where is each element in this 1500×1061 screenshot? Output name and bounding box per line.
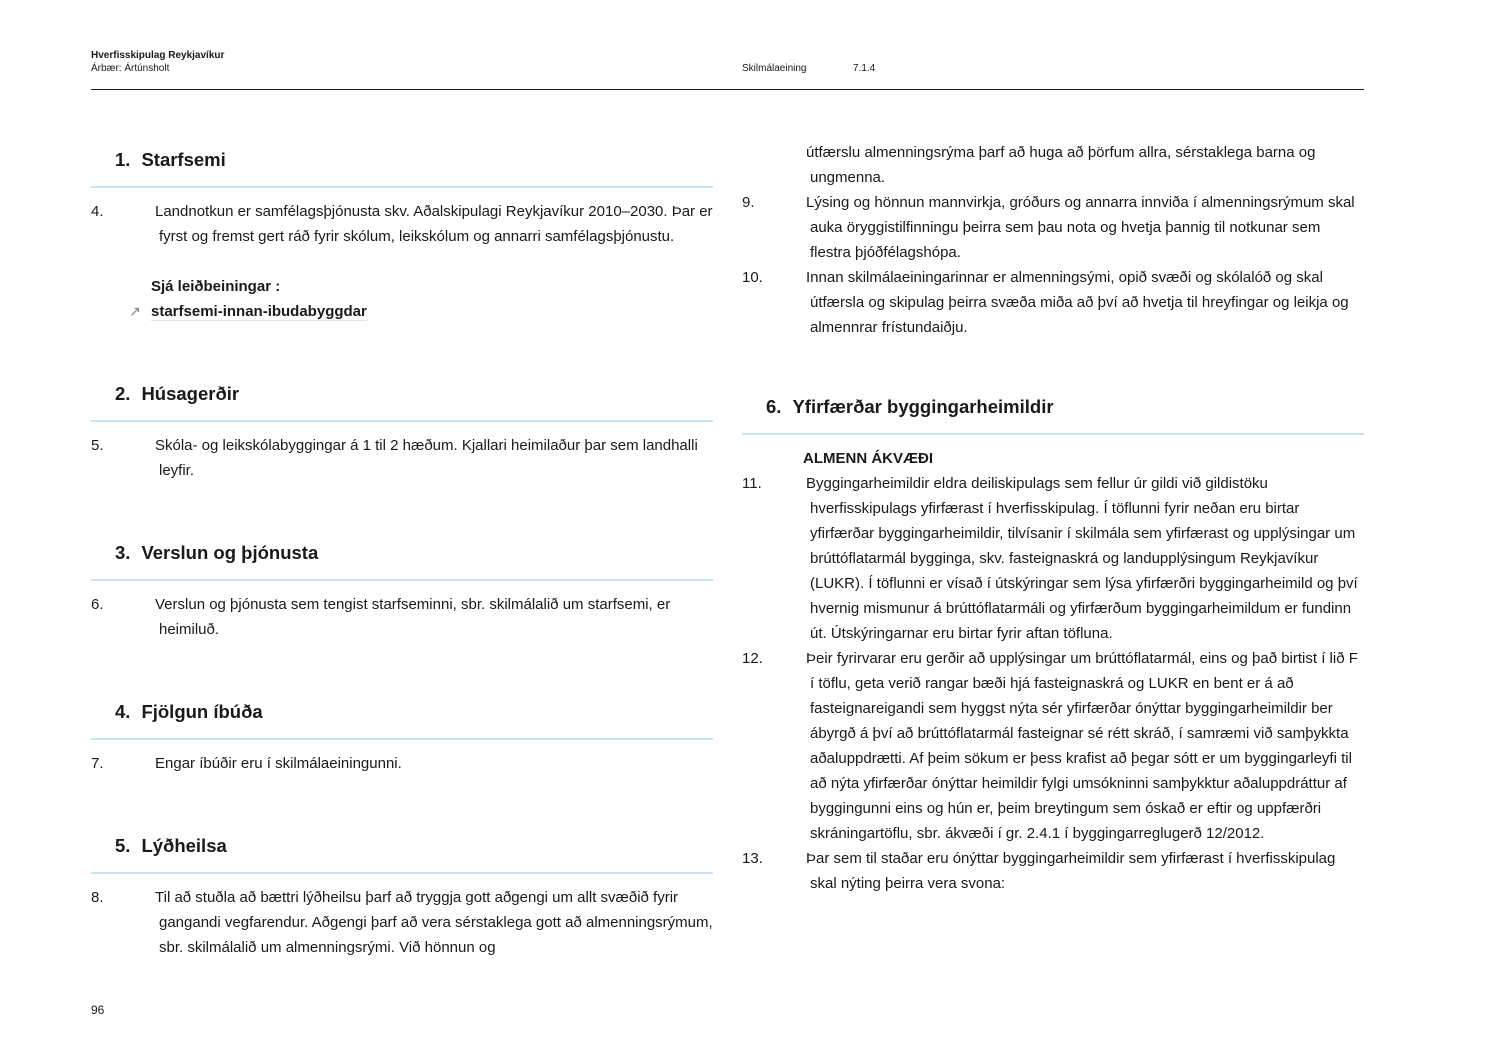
right-column — [742, 140, 1364, 946]
item-text: Verslun og þjónusta sem tengist starfseminni, sbr. skilmálalið um starfsemi, er heimiluð. — [155, 596, 671, 638]
list-item — [91, 751, 713, 776]
list-item — [91, 592, 713, 642]
section-divider — [91, 186, 713, 188]
item-text: Landnotkun er samfélagsþjónusta skv. Aðalskipulagi Reykjavíkur 2010–2030. Þar er fyrst og fremst gert ráð fyrir skólum, leikskólum og annarri samfélagsþjónustu. — [155, 203, 713, 245]
item-text: útfærslu almenningsrýma þarf að huga að þörfum allra, sérstaklega barna og ungmenna. — [806, 144, 1316, 186]
section-divider — [91, 420, 713, 422]
section-number: 7.1.4 — [853, 63, 876, 74]
item-number: 5. — [91, 437, 104, 454]
section-husagerdir — [91, 374, 713, 483]
section-heading-title: Verslun og þjónusta — [141, 542, 319, 563]
item-number: 11. — [742, 475, 762, 492]
item-number: 10. — [742, 269, 763, 286]
section-heading-number: 4. — [115, 701, 131, 722]
section-divider — [91, 872, 713, 874]
item-text: Þar sem til staðar eru ónýttar byggingarheimildir sem yfirfærast í hverfisskipulag skal nýting þeirra vera svona: — [806, 850, 1336, 892]
list-item — [742, 846, 1364, 896]
item-text: Skóla- og leikskólabyggingar á 1 til 2 hæðum. Kjallari heimilaður þar sem landhalli leyfir. — [155, 437, 698, 479]
section-divider — [91, 738, 713, 740]
item-text: Byggingarheimildir eldra deiliskipulags sem fellur úr gildi við gildistöku hverfisskipulags yfirfærast í hverfisskipulag. Í töflunni fyrir neðan eru birtar yfirfærðar byggingarheimildir, tilvísanir í skilmála sem yfirfærast og upplýsingar um brúttóflatarmál bygginga, skv. fasteignaskrá og landupplýsingum Reykjavíkur (LUKR). Í töflunni er vísað í útskýringar sem lýsa yfirfærðri byggingarheimild og því hvernig mismunur á brúttóflatarmáli og yfirfærðum byggingarheimildum er fundinn út. Útskýringarnar eru birtar fyrir aftan töfluna. — [806, 475, 1358, 642]
section-heading-number: 5. — [115, 835, 131, 856]
section-verslun — [91, 533, 713, 642]
item-number: 8. — [91, 889, 104, 906]
section-heading — [91, 140, 713, 180]
list-item — [91, 199, 713, 249]
item-number: 12. — [742, 650, 763, 667]
list-item — [742, 646, 1364, 846]
item-text: Til að stuðla að bættri lýðheilsu þarf að tryggja gott aðgengi um allt svæðið fyrir gangandi vegfarendur. Aðgengi þarf að vera sérstaklega gott að almenningsrýmum, sbr. skilmálalið um almenningsrými. Við hönnun og — [155, 889, 713, 956]
section-heading-number: 1. — [115, 149, 131, 170]
list-item-continued — [742, 140, 1364, 190]
document-subtitle: Árbær: Ártúnsholt — [91, 63, 170, 74]
item-text: Innan skilmálaeiningarinnar er almenningsými, opið svæði og skólalóð og skal útfærsla og skipulag þeirra svæða miða að því að hvetja til hreyfingar og leikja og almennrar frístundaiðju. — [806, 269, 1349, 336]
section-heading-title: Yfirfærðar byggingarheimildir — [792, 396, 1054, 417]
section-heading — [91, 374, 713, 414]
section-yfirfaerdar-byggingarheimildir — [742, 387, 1364, 896]
section-fjolgun-ibuda — [91, 692, 713, 776]
item-text: Engar íbúðir eru í skilmálaeiningunni. — [155, 755, 402, 772]
section-heading-title: Fjölgun íbúða — [141, 701, 263, 722]
section-heading-number: 6. — [766, 396, 782, 417]
list-item — [91, 885, 713, 960]
section-heading — [742, 387, 1364, 427]
list-item — [742, 190, 1364, 265]
guidance-link[interactable] — [129, 299, 367, 324]
section-heading — [91, 692, 713, 732]
section-heading-number: 2. — [115, 383, 131, 404]
item-number: 6. — [91, 596, 104, 613]
item-number: 7. — [91, 755, 104, 772]
guidance-label: Sjá leiðbeiningar : — [151, 278, 281, 295]
left-column — [91, 140, 713, 1010]
document-title: Hverfisskipulag Reykjavíkur — [91, 50, 225, 61]
section-heading-title: Húsagerðir — [141, 383, 240, 404]
section-heading — [91, 533, 713, 573]
arrow-up-right-icon: ↗ — [129, 303, 141, 319]
page-number: 96 — [91, 1003, 105, 1017]
item-number: 13. — [742, 850, 763, 867]
list-item — [742, 265, 1364, 340]
section-divider — [91, 579, 713, 581]
item-text: Lýsing og hönnun mannvirkja, gróðurs og annarra innviða í almenningsrýmum skal auka öryggistilfinningu þeirra sem þau nota og hvetja þannig til notkunar sem flestra þjóðfélagshópa. — [806, 194, 1355, 261]
section-heading — [91, 826, 713, 866]
header-divider — [91, 89, 1364, 90]
list-item — [91, 433, 713, 483]
sub-heading: ALMENN ÁKVÆÐI — [803, 450, 933, 467]
guidance-block — [91, 274, 713, 324]
section-heading-title: Lýðheilsa — [141, 835, 227, 856]
section-divider — [742, 433, 1364, 435]
section-lydheilsa — [91, 826, 713, 960]
section-label: Skilmálaeining — [742, 63, 807, 74]
guidance-link-text[interactable]: starfsemi-innan-ibudabyggdar — [151, 303, 367, 320]
list-item — [742, 471, 1364, 646]
section-heading-title: Starfsemi — [141, 149, 226, 170]
section-heading-number: 3. — [115, 542, 131, 563]
item-number: 9. — [742, 194, 755, 211]
section-starfsemi — [91, 140, 713, 324]
item-text: Þeir fyrirvarar eru gerðir að upplýsingar um brúttóflatarmál, eins og það birtist í lið F í töflu, geta verið rangar bæði hjá fasteignaskrá og LUKR en bent er á að fasteignareigandi sem hyggst nýta sér yfirfærðar ónýttar byggingarheimildir ber ábyrgð á því að brúttóflatarmál fasteignar sé rétt skráð, í samræmi við samþykkta aðaluppdrætti. Af þeim sökum er þess krafist að þegar sótt er um byggingarleyfi til að nýta yfirfærðar ónýttar heimildir fylgi umsókninni samþykktur aðaluppdráttur af byggingunni eins og hún er, þeim breytingum sem óskað er eftir og uppfærðri skráningartöflu, sbr. ákvæði í gr. 2.4.1 í byggingarreglugerð 12/2012. — [806, 650, 1358, 842]
item-number: 4. — [91, 203, 104, 220]
